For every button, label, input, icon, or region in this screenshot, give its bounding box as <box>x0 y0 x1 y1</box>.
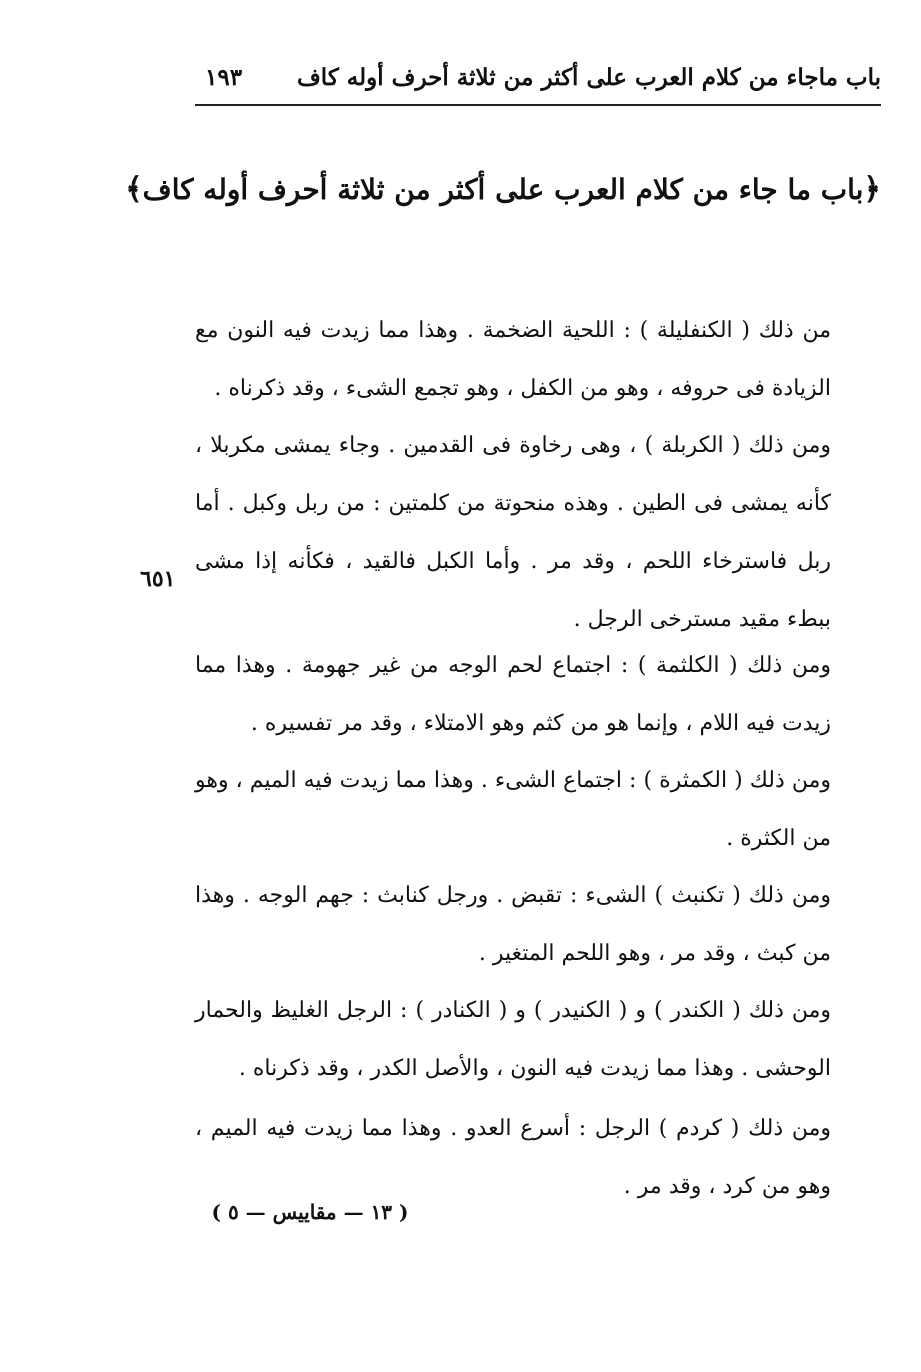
paragraph: ومن ذلك ( الكندر ) و ( الكنيدر ) و ( الكنادر ) : الرجل الغليظ والحمار الوحشى . وهذا مما زيدت فيه النون ، والأصل الكدر ، وقد ذكرناه . <box>195 998 831 1081</box>
paragraph: ومن ذلك ( الكربلة ) ، وهى رخاوة فى القدمين . وجاء يمشى مكربلا ، كأنه يمشى فى الطين . وهذه منحوتة من كلمتين : من ربل وكبل . أما ربل فاسترخاء اللحم ، وقد مر . وأما الكبل فالقيد ، فكأنه إذا مشى ببطء مقيد مسترخى الرجل . <box>195 433 831 632</box>
chapter-heading-text: باب ما جاء من كلام العرب على أكثر من ثلاثة أحرف أوله كاف <box>142 173 864 206</box>
paragraph: ومن ذلك ( كردم ) الرجل : أسرع العدو . وهذا مما زيدت فيه الميم ، وهو من كرد ، وقد مر . <box>195 1116 831 1199</box>
chapter-heading: ﴿باب ما جاء من كلام العرب على أكثر من ثلاثة أحرف أوله كاف﴾ <box>125 172 881 207</box>
running-title: باب ماجاء من كلام العرب على أكثر من ثلاثة أحرف أوله كاف <box>296 64 881 91</box>
paragraph: ومن ذلك ( تكنبث ) الشىء : تقبض . ورجل كنابث : جهم الوجه . وهذا من كبث ، وقد مر ، وهو اللحم المتغير . <box>195 883 831 966</box>
paragraph: من ذلك ( الكنفليلة ) : اللحية الضخمة . وهذا مما زيدت فيه النون مع الزيادة فى حروفه ، وهو من الكفل ، وهو تجمع الشىء ، وقد ذكرناه . <box>195 318 831 401</box>
page-number: ١٩٣ <box>205 64 243 91</box>
paragraph: ومن ذلك ( الكلثمة ) : اجتماع لحم الوجه من غير جهومة . وهذا مما زيدت فيه اللام ، وإنما هو من كثم وهو الامتلاء ، وقد مر تفسيره . <box>195 653 831 736</box>
paragraph: ومن ذلك ( الكمثرة ) : اجتماع الشىء . وهذا مما زيدت فيه الميم ، وهو من الكثرة . <box>195 768 831 851</box>
running-head <box>205 58 881 98</box>
header-rule <box>195 104 881 106</box>
margin-number: ٦٥١ <box>140 566 176 592</box>
signature-footer: ( ١٣ — مقاييس — ٥ ) <box>211 1200 409 1224</box>
